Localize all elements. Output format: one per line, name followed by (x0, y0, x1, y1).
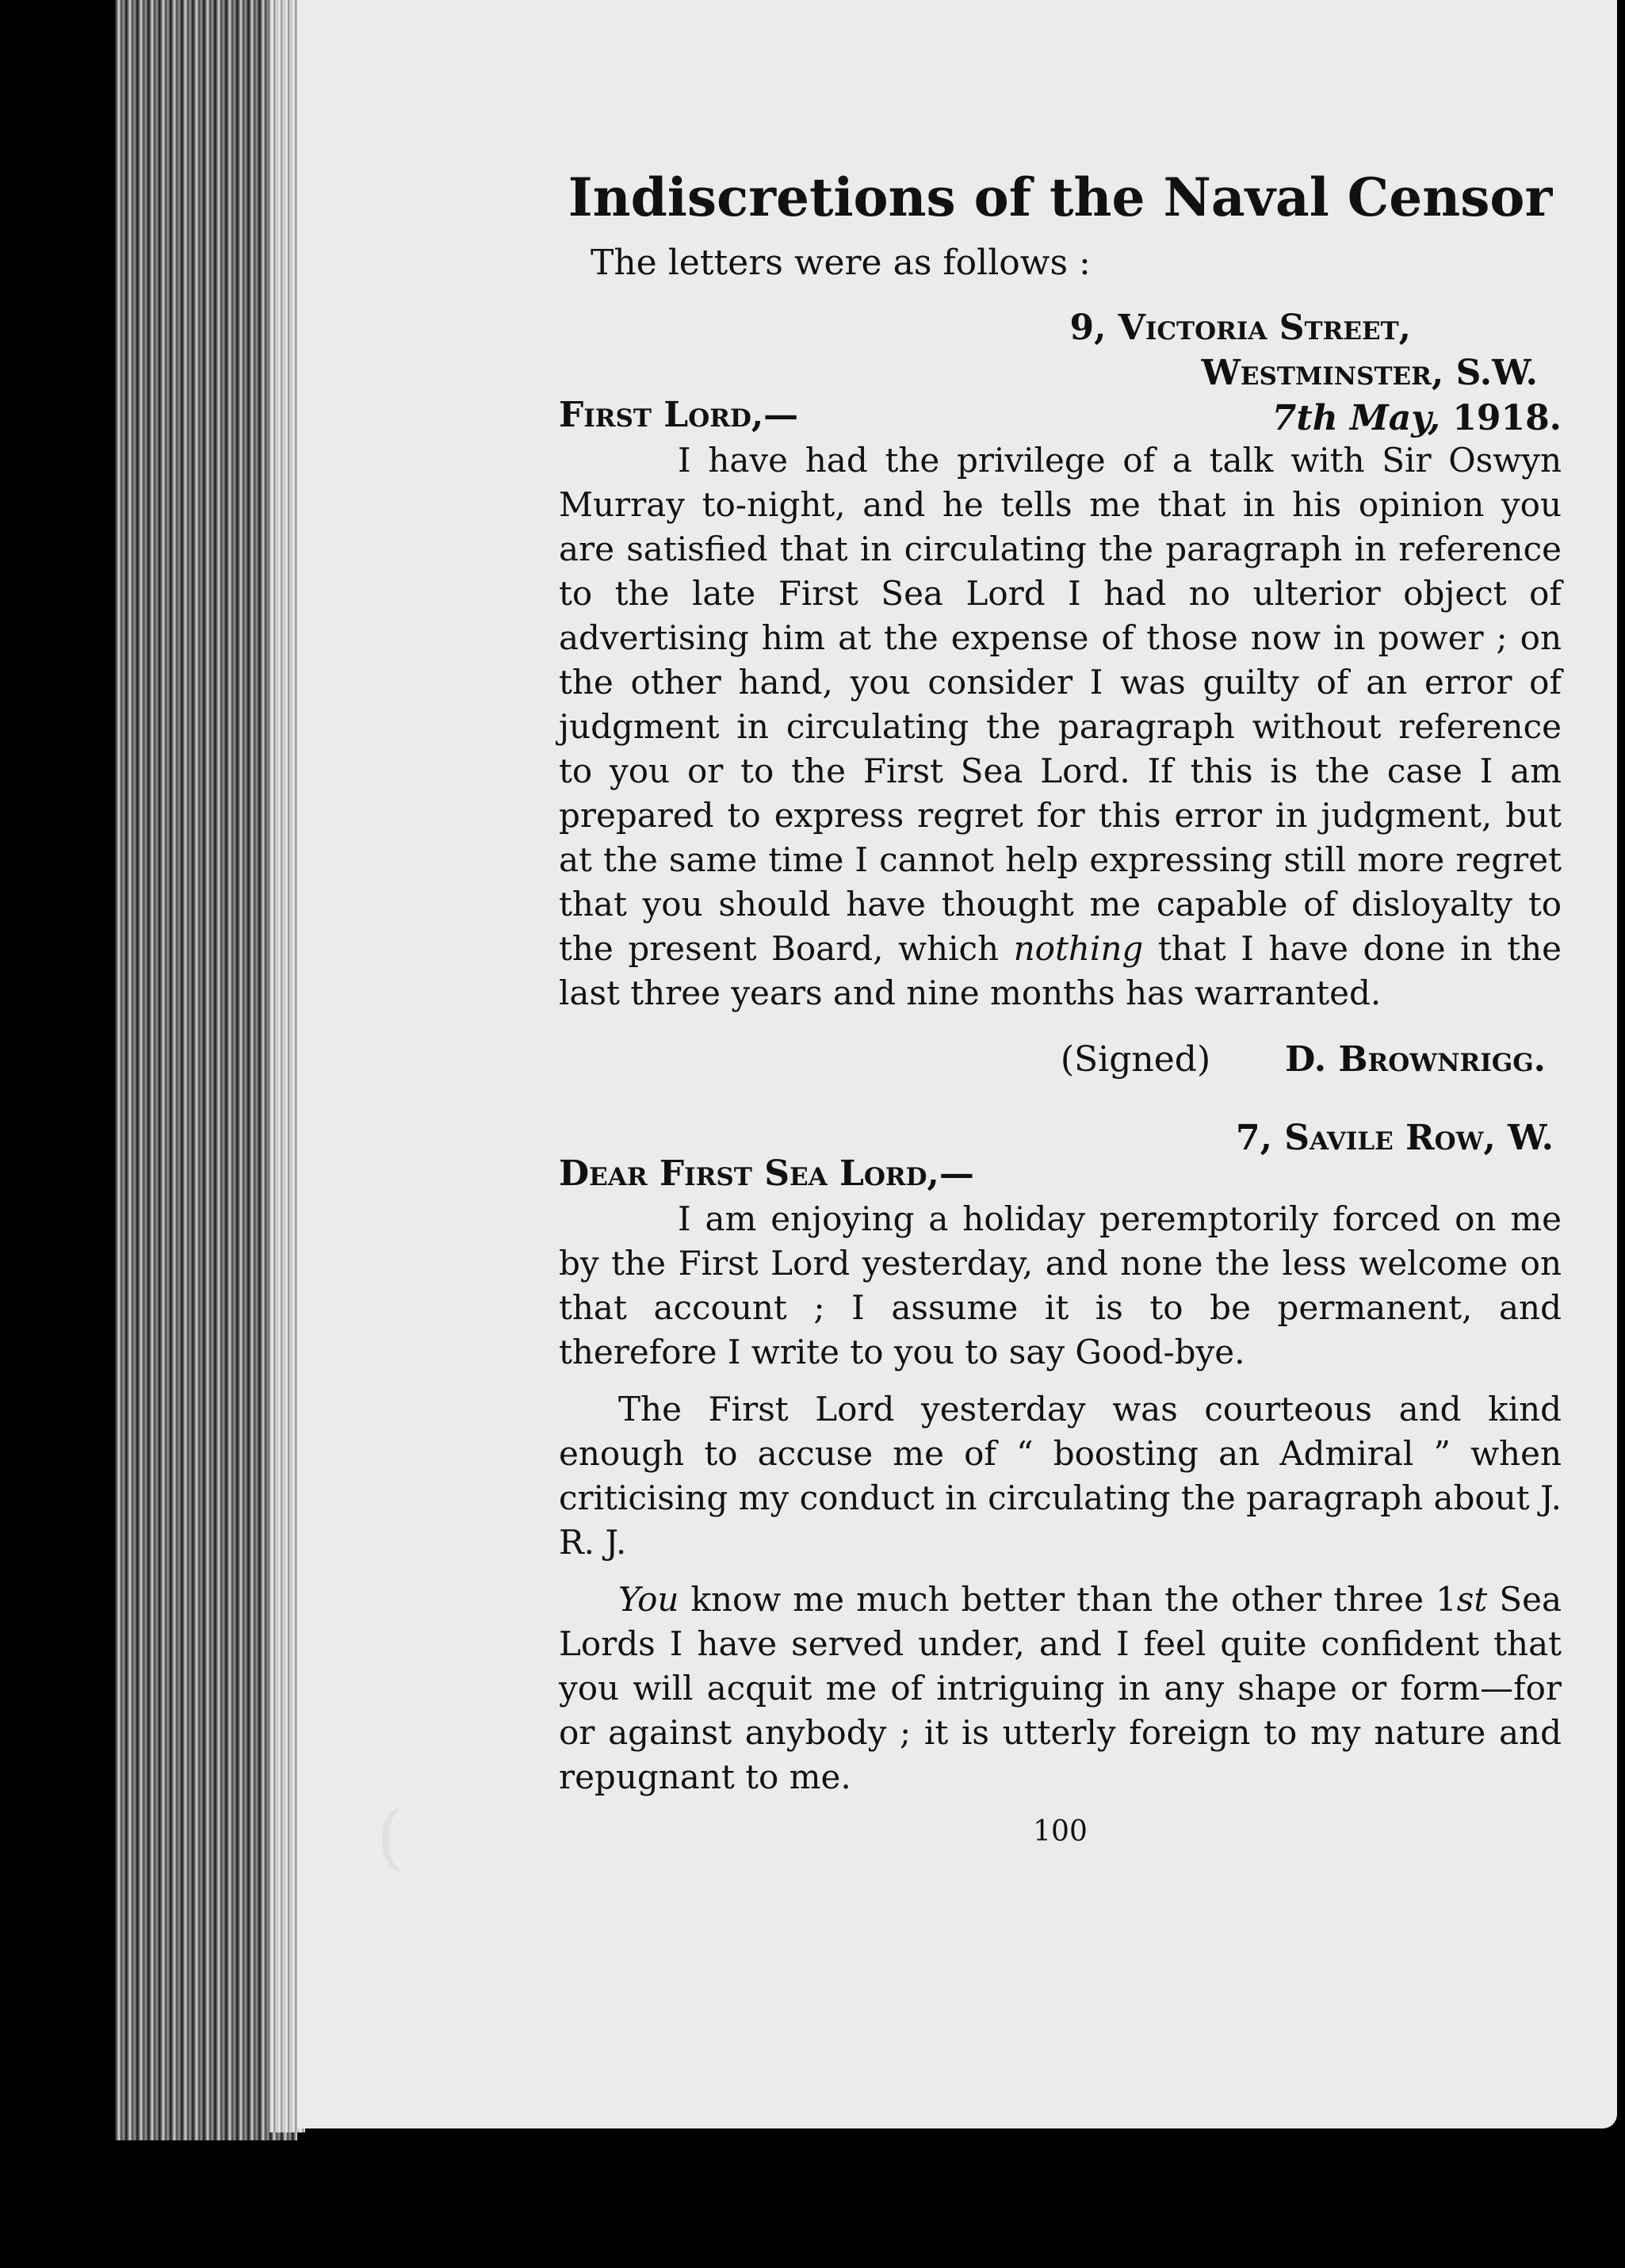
letter2-para2: The First Lord yesterday was courteous and kind enough to accuse me of “ boosting an Admiral ” when criticising my conduct in circulating the paragraph about J. R. J. (559, 1390, 1562, 1562)
letter1-body-after: that I have done in the last three years and nine months has warranted. (559, 929, 1562, 1012)
letter2-para3-italic: You (618, 1580, 679, 1619)
letter1-body-italic: nothing (1013, 929, 1144, 968)
letter2-para3-sup: st (1456, 1580, 1488, 1619)
letter1-address-line1: 9, Victoria Street, (1069, 308, 1411, 348)
letter1-signature (559, 1039, 1546, 1080)
letter1-address-line2: Westminster, S.W. (1201, 353, 1538, 393)
running-head: Indiscretions of the Naval Censor (568, 166, 1553, 228)
letter2-address: 7, Savile Row, W. (1235, 1118, 1554, 1158)
letter1-body (559, 438, 1562, 1015)
letter1-date-year: 1918. (1452, 398, 1562, 438)
letter1-body-before: I have had the privilege of a talk with Sir Oswyn Murray to-night, and he tells me that in his opinion you are satisfied that in circulating the paragraph in reference to the late First Sea Lord I had no ulterior object of advertising him at the expense of those now in power ; on the other hand, you consider I was guilty of an error of judgment in circulating the paragraph without reference to you or to the First Sea Lord. If this is the case I am prepared to express regret for this error in judgment, but at the same time I cannot help expressing still more regret that you should have thought me capable of disloyalty to the present Board, which (559, 441, 1562, 968)
page-curl-mark: ( (377, 1796, 405, 1879)
letter2-para1: I am enjoying a holiday peremptorily forced on me by the First Lord yesterday, and none the less welcome on that account ; I assume it is to be permanent, and therefore I write to you to say Good-bye. (559, 1199, 1562, 1371)
signature-name: D. Brownrigg. (1285, 1039, 1546, 1080)
letter1-salutation: First Lord,— (559, 395, 799, 435)
letter2-salutation: Dear First Sea Lord,— (559, 1153, 974, 1194)
letter2-para3 (559, 1578, 1562, 1799)
letter1-date-day: 7th May, (1271, 398, 1440, 438)
letter-2 (559, 1118, 1562, 1799)
page-number: 100 (1033, 1815, 1088, 1848)
page-text (559, 166, 1562, 1848)
signed-label: (Signed) (1060, 1039, 1211, 1080)
letter2-para3-a: know me much better than the other three 1 (690, 1580, 1457, 1619)
letter2-para3-b: Sea Lords I have served under, and I feel quite confident that you will acquit me of intriguing in any shape or form—for or against anybody ; it is utterly foreign to my nature and repugnant to me. (559, 1580, 1562, 1796)
book-page (297, 0, 1617, 2128)
intro-line: The letters were as follows : (591, 243, 1091, 283)
letter-1 (559, 305, 1562, 1080)
